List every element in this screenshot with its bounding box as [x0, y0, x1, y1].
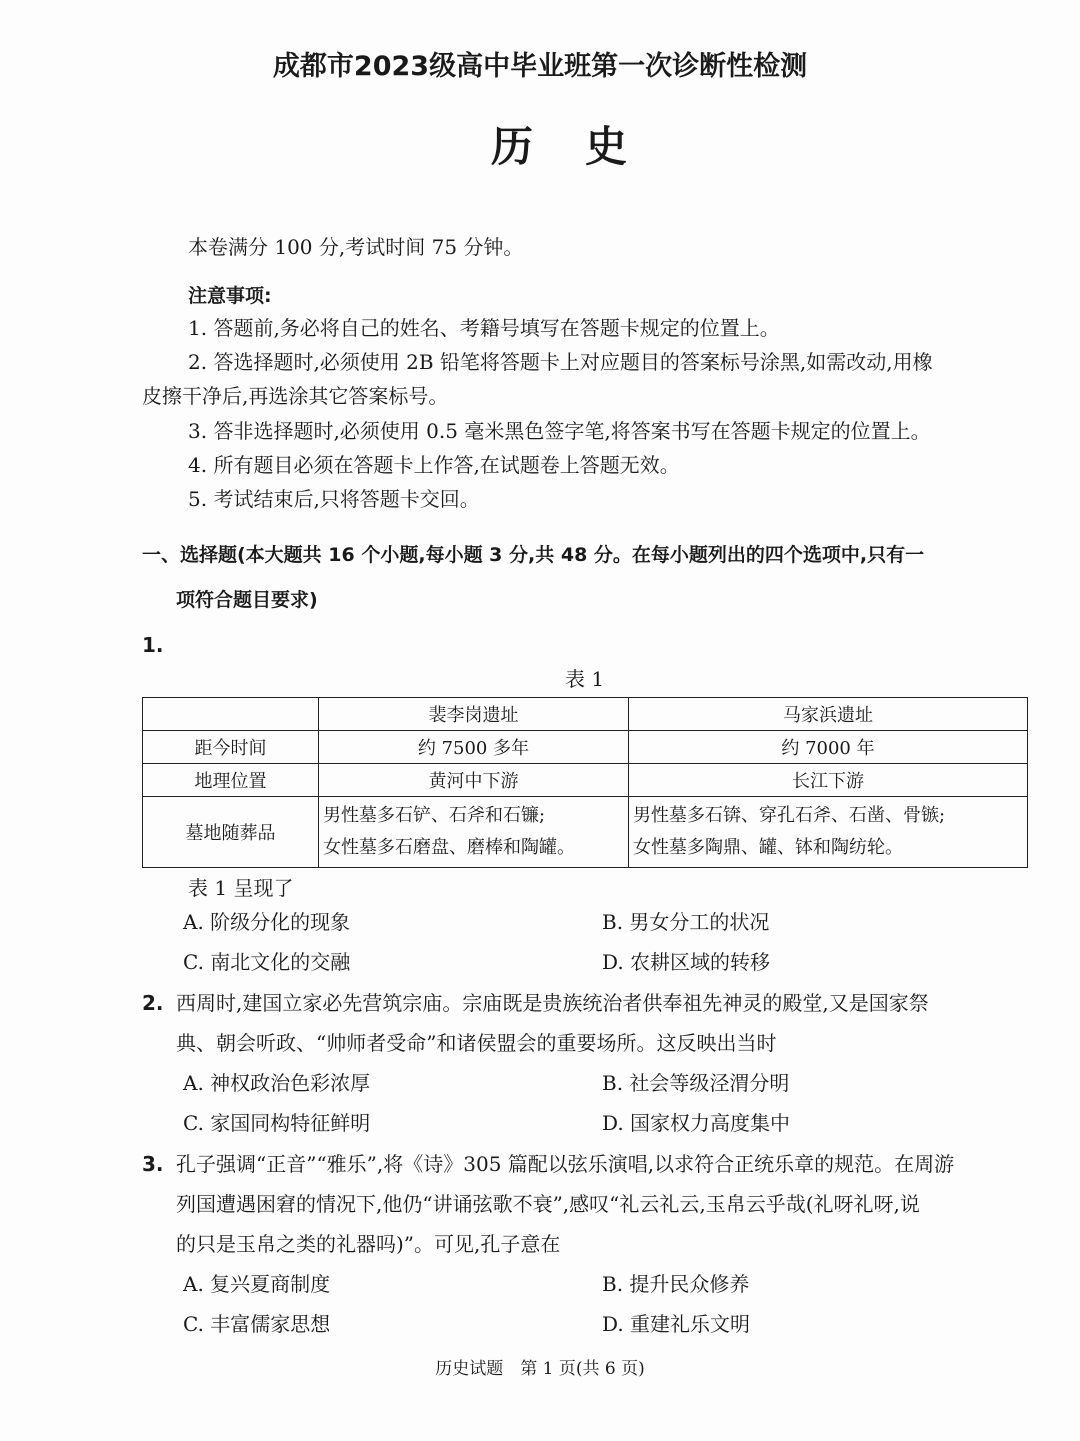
intro: 本卷满分 100 分,考试时间 75 分钟。	[188, 235, 524, 259]
table-caption: 表 1	[565, 667, 605, 691]
section-heading-cont: 项符合题目要求)	[176, 589, 318, 611]
q3-stem: 的只是玉帛之类的礼器吗)”。可见,孔子意在	[176, 1232, 561, 1256]
table-cell: 约 7000 年	[629, 731, 1028, 764]
table-cell: 男性墓多石锛、穿孔石斧、石凿、骨镞; 女性墓多陶鼎、罐、钵和陶纺轮。	[629, 797, 1028, 868]
note: 3. 答非选择题时,必须使用 0.5 毫米黑色签字笔,将答案书写在答题卡规定的位置上。	[188, 419, 931, 443]
table-cell: 黄河中下游	[319, 764, 629, 797]
q2-option-d: D. 国家权力高度集中	[602, 1111, 791, 1135]
table-cell: 地理位置	[143, 764, 319, 797]
q1-option-c: C. 南北文化的交融	[183, 950, 351, 974]
exam-title: 成都市2023级高中毕业班第一次诊断性检测	[272, 51, 808, 82]
note: 1. 答题前,务必将自己的姓名、考籍号填写在答题卡规定的位置上。	[188, 316, 780, 340]
table-header: 裴李岗遗址	[319, 698, 629, 731]
note: 皮擦干净后,再选涂其它答案标号。	[142, 384, 449, 408]
q3-stem: 孔子强调“正音”“雅乐”,将《诗》305 篇配以弦乐演唱,以求符合正统乐章的规范。在周游	[176, 1152, 955, 1176]
subject-title: 历史	[490, 122, 679, 171]
q3-option-d: D. 重建礼乐文明	[602, 1312, 751, 1336]
q3-option-a: A. 复兴夏商制度	[183, 1272, 331, 1296]
q3-stem: 列国遭遇困窘的情况下,他仍“讲诵弦歌不衰”,感叹“礼云礼云,玉帛云乎哉(礼呀礼呀,说	[176, 1192, 920, 1216]
page-footer: 历史试题 第 1 页(共 6 页)	[435, 1359, 645, 1379]
q1-table	[142, 697, 1028, 868]
q2-option-a: A. 神权政治色彩浓厚	[183, 1071, 371, 1095]
table-header: 马家浜遗址	[629, 698, 1028, 731]
q1-option-a: A. 阶级分化的现象	[183, 910, 351, 934]
table-cell: 约 7500 多年	[319, 731, 629, 764]
table-cell: 墓地随葬品	[143, 797, 319, 868]
q1-number: 1.	[142, 633, 164, 657]
q1-stem: 表 1 呈现了	[188, 876, 294, 900]
q2-stem: 西周时,建国立家必先营筑宗庙。宗庙既是贵族统治者供奉祖先神灵的殿堂,又是国家祭	[176, 991, 929, 1015]
q3-number: 3.	[142, 1152, 164, 1176]
note: 2. 答选择题时,必须使用 2B 铅笔将答题卡上对应题目的答案标号涂黑,如需改动,用橡	[188, 350, 933, 374]
q2-number: 2.	[142, 991, 164, 1015]
q3-option-c: C. 丰富儒家思想	[183, 1312, 331, 1336]
q2-stem: 典、朝会听政、“帅师者受命”和诸侯盟会的重要场所。这反映出当时	[176, 1031, 777, 1055]
table-header	[143, 698, 319, 731]
table-cell: 长江下游	[629, 764, 1028, 797]
q2-option-b: B. 社会等级泾渭分明	[602, 1071, 790, 1095]
note: 5. 考试结束后,只将答题卡交回。	[188, 487, 480, 511]
q2-option-c: C. 家国同构特征鲜明	[183, 1111, 371, 1135]
q1-option-b: B. 男女分工的状况	[602, 910, 770, 934]
q3-option-b: B. 提升民众修养	[602, 1272, 750, 1296]
notes-heading: 注意事项:	[188, 285, 272, 307]
table-cell: 男性墓多石铲、石斧和石镰; 女性墓多石磨盘、磨棒和陶罐。	[319, 797, 629, 868]
section-heading: 一、选择题(本大题共 16 个小题,每小题 3 分,共 48 分。在每小题列出的四个选项中,只有一	[142, 544, 925, 566]
note: 4. 所有题目必须在答题卡上作答,在试题卷上答题无效。	[188, 453, 680, 477]
q1-option-d: D. 农耕区域的转移	[602, 950, 771, 974]
table-cell: 距今时间	[143, 731, 319, 764]
